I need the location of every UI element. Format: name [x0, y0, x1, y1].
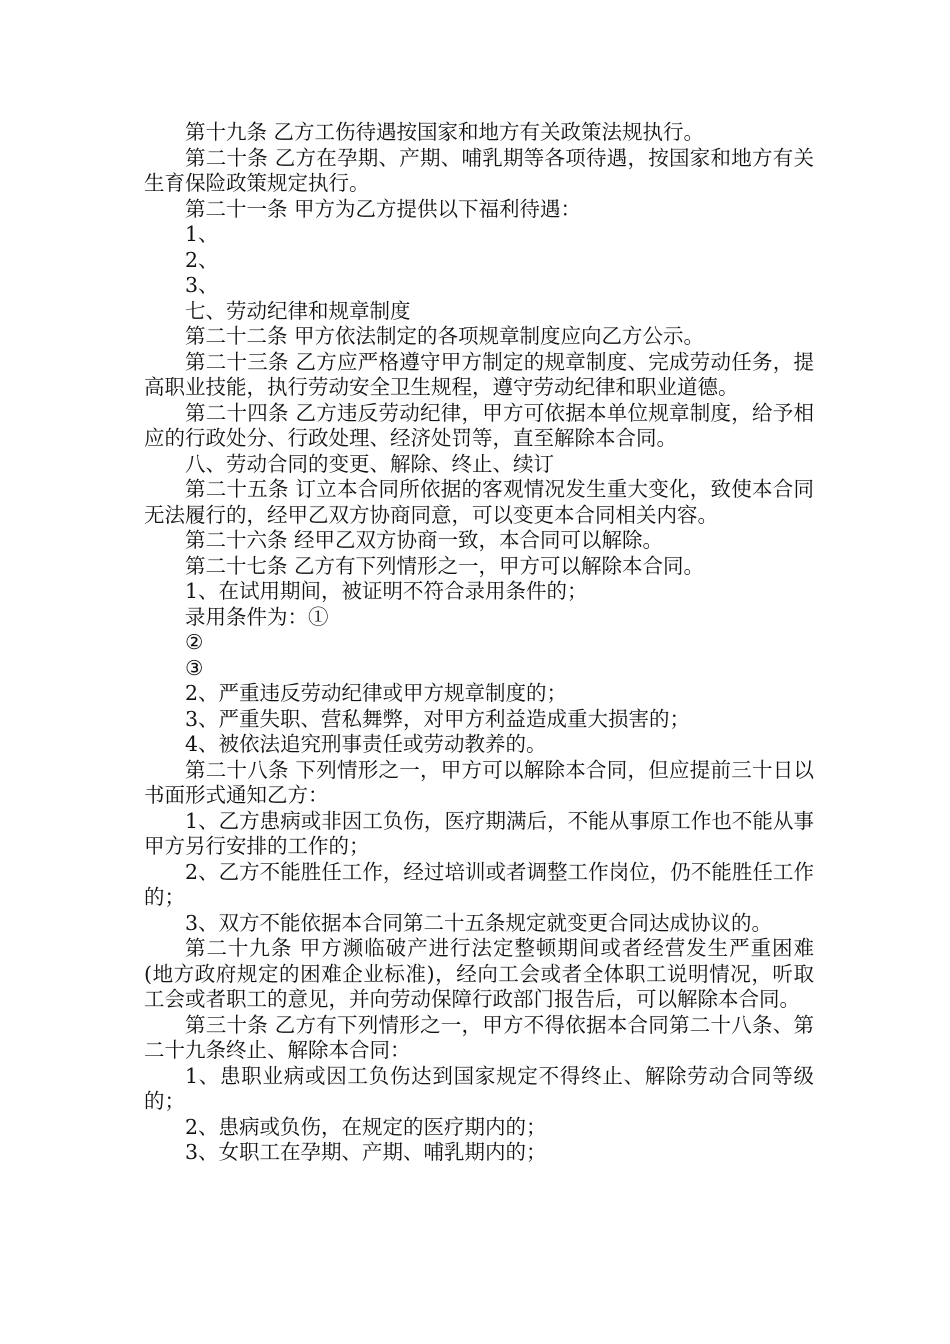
list-item: 3、严重失职、营私舞弊，对甲方利益造成重大损害的；	[185, 706, 691, 731]
list-item: 3、女职工在孕期、产期、哺乳期内的；	[185, 1140, 547, 1164]
paragraph-article-20: 第二十条 乙方在孕期、产期、哺乳期等各项待遇，按国家和地方有关生育保险政策规定执行。	[144, 145, 814, 195]
paragraph-article-25: 第二十五条 订立本合同所依据的客观情况发生重大变化，致使本合同无法履行的，经甲乙双方协商同意，可以变更本合同相关内容。	[144, 477, 814, 527]
paragraph-article-26: 第二十六条 经甲乙双方协商一致，本合同可以解除。	[185, 528, 664, 552]
paragraph-article-29: 第二十九条 甲方濒临破产进行法定整顿期间或者经营发生严重困难(地方政府规定的困难企业标准)，经向工会或者全体职工说明情况，听取工会或者职工的意见，并向劳动保障行政部门报告后，可以解除本合同。	[144, 936, 814, 1011]
paragraph-article-22: 第二十二条 甲方依法制定的各项规章制度应向乙方公示。	[185, 324, 705, 348]
list-item: 3、	[185, 273, 219, 297]
paragraph-article-21: 第二十一条 甲方为乙方提供以下福利待遇：	[185, 196, 582, 221]
list-item: 2、乙方不能胜任工作，经过培训或者调整工作岗位，仍不能胜任工作的；	[144, 859, 814, 909]
section-heading-contract-changes: 八、劳动合同的变更、解除、终止、续订	[185, 451, 554, 476]
paragraph-article-24: 第二十四条 乙方违反劳动纪律，甲方可依据本单位规章制度，给予相应的行政处分、行政处理、经济处罚等，直至解除本合同。	[144, 400, 814, 450]
list-item: 1、乙方患病或非因工负伤，医疗期满后，不能从事原工作也不能从事甲方另行安排的工作的；	[144, 808, 814, 858]
section-heading-discipline: 七、劳动纪律和规章制度	[185, 298, 411, 323]
paragraph-article-19: 第十九条 乙方工伤待遇按国家和地方有关政策法规执行。	[185, 120, 705, 144]
paragraph-article-23: 第二十三条 乙方应严格遵守甲方制定的规章制度、完成劳动任务，提高职业技能，执行劳动安全卫生规程，遵守劳动纪律和职业道德。	[144, 349, 814, 399]
list-item: 2、严重违反劳动纪律或甲方规章制度的；	[185, 681, 568, 705]
paragraph-article-27: 第二十七条 乙方有下列情形之一，甲方可以解除本合同。	[185, 553, 705, 578]
list-item: 3、双方不能依据本合同第二十五条规定就变更合同达成协议的。	[185, 910, 773, 935]
paragraph-article-30: 第三十条 乙方有下列情形之一，甲方不得依据本合同第二十八条、第二十九条终止、解除本合同：	[144, 1012, 814, 1062]
list-item: 录用条件为：①	[185, 604, 329, 629]
list-item: 1、患职业病或因工负伤达到国家规定不得终止、解除劳动合同等级的；	[144, 1063, 814, 1113]
list-item: ②	[185, 630, 204, 654]
list-item: 2、	[185, 247, 219, 272]
list-item: 2、患病或负伤，在规定的医疗期内的；	[185, 1114, 547, 1139]
document-body	[144, 120, 814, 1166]
paragraph-article-28: 第二十八条 下列情形之一，甲方可以解除本合同，但应提前三十日以书面形式通知乙方：	[144, 757, 814, 807]
list-item: 4、被依法追究刑事责任或劳动教养的。	[185, 732, 547, 756]
list-item: 1、	[185, 222, 219, 246]
list-item: 1、在试用期间，被证明不符合录用条件的；	[185, 579, 588, 603]
list-item: ③	[185, 655, 204, 680]
